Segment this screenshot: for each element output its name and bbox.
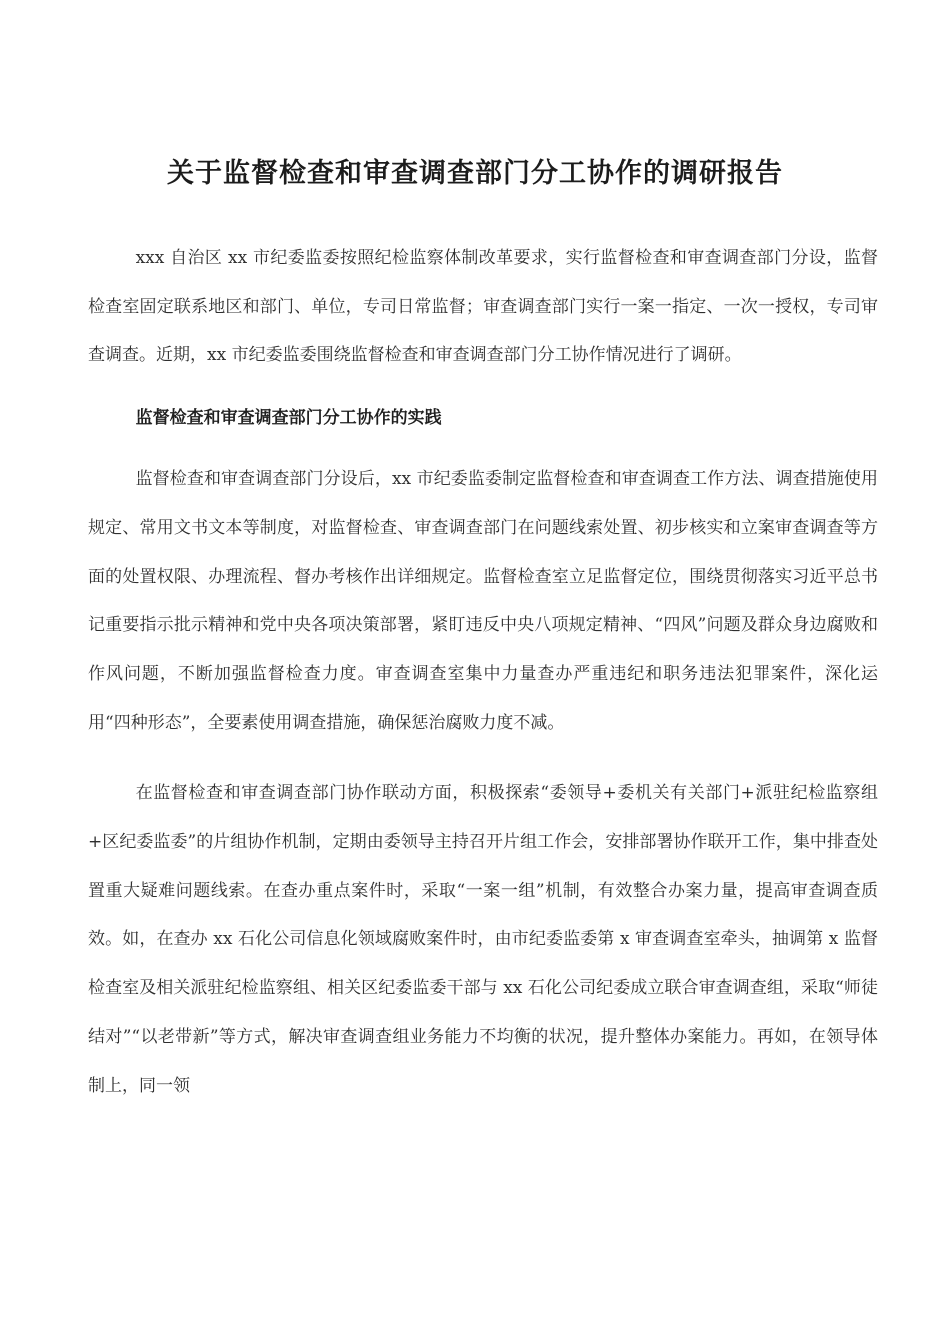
body-paragraph: 在监督检查和审查调查部门协作联动方面，积极探索“委领导+委机关有关部门+派驻纪检监察组+区纪委监委”的片组协作机制，定期由委领导主持召开片组工作会，安排部署协作联开工作，集中排查处置重大疑难问题线索。在查办重点案件时，采取“一案一组”机制，有效整合办案力量，提高审查调查质效。如，在查办 xx 石化公司信息化领域腐败案件时，由市纪委监委第 x 审查调查室牵头，抽调第 x 监督检查室及相关派驻纪检监察组、相关区纪委监委干部与 xx 石化公司纪委成立联合审查调查组，采取“师徒结对”“以老带新”等方式，解决审查调查组业务能力不均衡的状况，提升整体办案能力。再如，在领导体制上，同一领 bbox=[88, 783, 878, 1096]
document-title: 关于监督检查和审查调查部门分工协作的调研报告 bbox=[167, 158, 783, 189]
intro-paragraph: xxx 自治区 xx 市纪委监委按照纪检监察体制改革要求，实行监督检查和审查调查部门分设，监督检查室固定联系地区和部门、单位，专司日常监督；审查调查部门实行一案一指定、一次一授权，专司审查调查。近期，xx 市纪委监委围绕监督检查和审查调查部门分工协作情况进行了调研。 bbox=[88, 248, 878, 366]
body-paragraph: 监督检查和审查调查部门分设后，xx 市纪委监委制定监督检查和审查调查工作方法、调查措施使用规定、常用文书文本等制度，对监督检查、审查调查部门在问题线索处置、初步核实和立案审查调查等方面的处置权限、办理流程、督办考核作出详细规定。监督检查室立足监督定位，围绕贯彻落实习近平总书记重要指示批示精神和党中央各项决策部署，紧盯违反中央八项规定精神、“四风”问题及群众身边腐败和作风问题，不断加强监督检查力度。审查调查室集中力量查办严重违纪和职务违法犯罪案件，深化运用“四种形态”，全要素使用调查措施，确保惩治腐败力度不减。 bbox=[88, 469, 878, 733]
section-heading: 监督检查和审查调查部门分工协作的实践 bbox=[135, 408, 442, 429]
document-body bbox=[88, 234, 878, 1110]
